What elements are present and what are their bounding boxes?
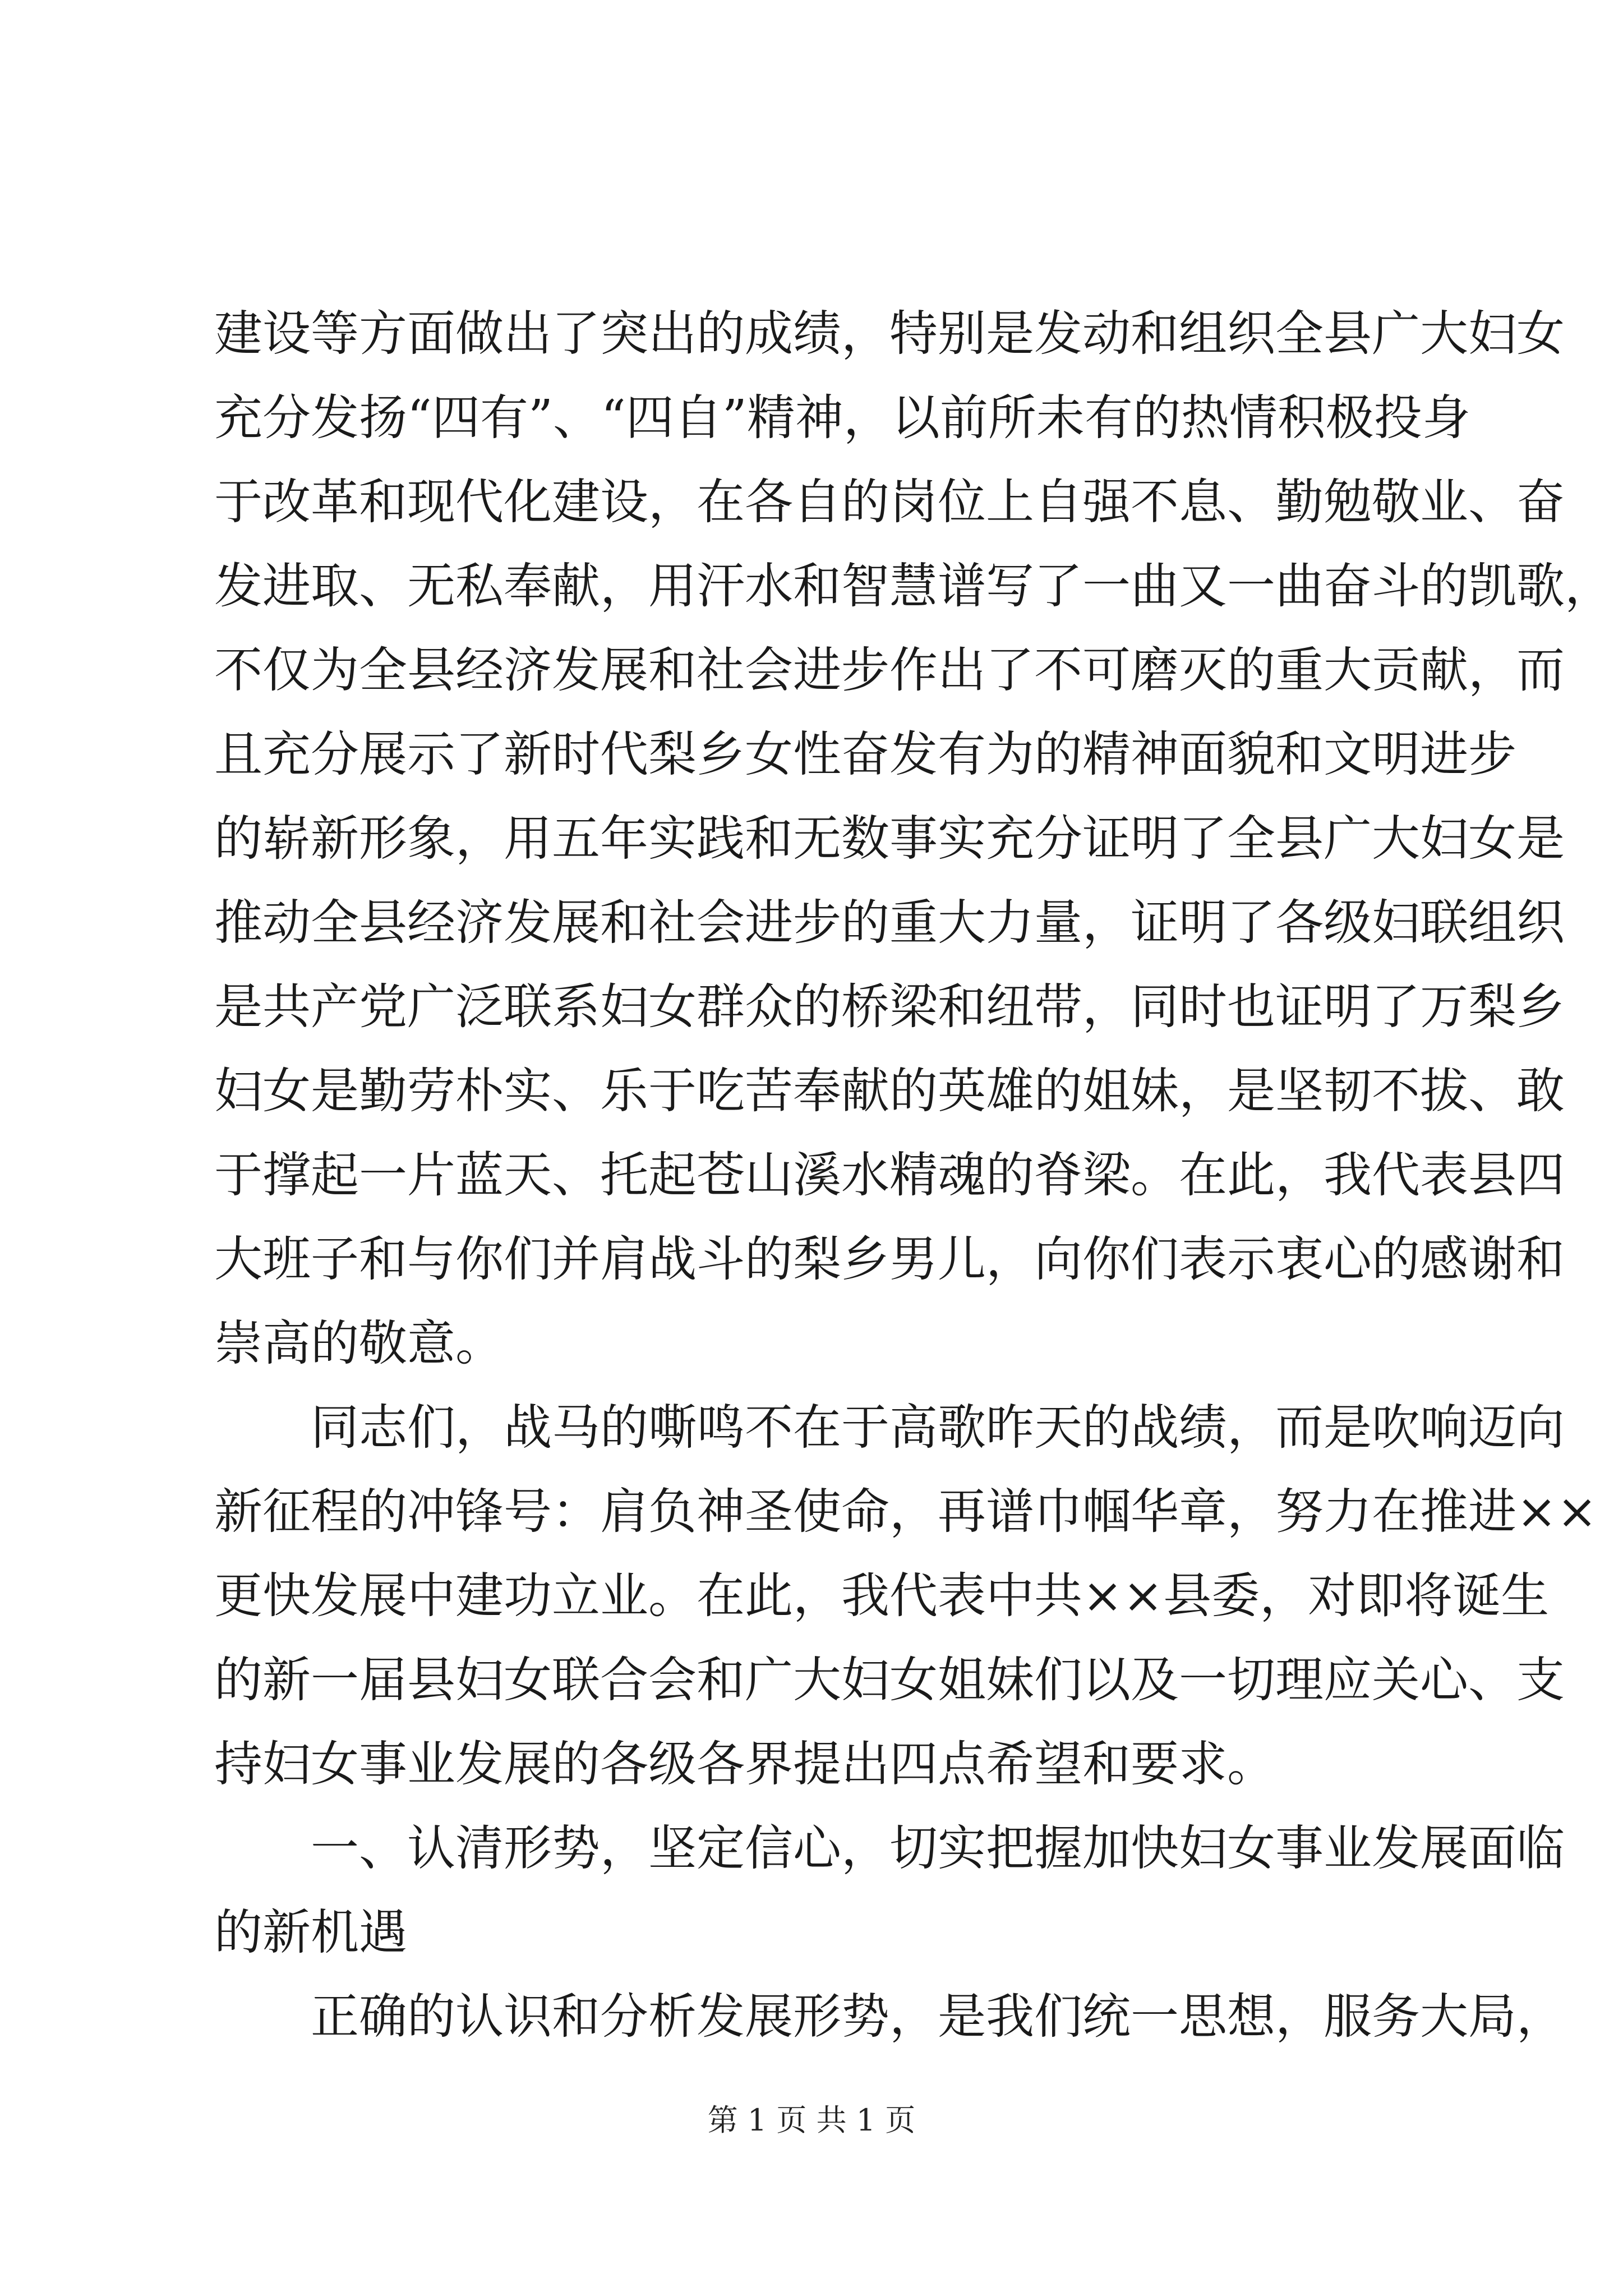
- text-line: 的崭新形象，用五年实践和无数事实充分证明了全县广大妇女是: [214, 811, 1565, 867]
- text-line: 不仅为全县经济发展和社会进步作出了不可磨灭的重大贡献，而: [214, 642, 1565, 698]
- text-line: 更快发展中建功立业。在此，我代表中共××县委，对即将诞生: [214, 1568, 1550, 1624]
- text-line: 崇高的敬意。: [214, 1315, 504, 1372]
- text-line: 推动全县经济发展和社会进步的重大力量，证明了各级妇联组织: [214, 895, 1565, 951]
- document-body: [214, 292, 1613, 2059]
- page-number-footer: 第 1 页 共 1 页: [707, 2102, 916, 2138]
- text-line: 建设等方面做出了突出的成绩，特别是发动和组织全县广大妇女: [214, 306, 1565, 362]
- text-line: 同志们，战马的嘶鸣不在于高歌昨天的战绩，而是吹响迈向: [311, 1400, 1565, 1456]
- text-line: 正确的认识和分析发展形势，是我们统一思想，服务大局，: [311, 1989, 1565, 2045]
- text-line: 发进取、无私奉献，用汗水和智慧谱写了一曲又一曲奋斗的凯歌，: [214, 558, 1613, 614]
- text-line: 且充分展示了新时代梨乡女性奋发有为的精神面貌和文明进步: [214, 726, 1516, 783]
- text-line: 大班子和与你们并肩战斗的梨乡男儿，向你们表示衷心的感谢和: [214, 1231, 1565, 1287]
- section-heading-line: 的新机遇: [214, 1904, 407, 1961]
- text-line: 于改革和现代化建设，在各自的岗位上自强不息、勤勉敬业、奋: [214, 474, 1565, 530]
- text-line: 新征程的冲锋号：肩负神圣使命，再谱巾帼华章，努力在推进××: [214, 1484, 1598, 1540]
- text-line: 的新一届县妇女联合会和广大妇女姐妹们以及一切理应关心、支: [214, 1652, 1565, 1708]
- text-line: 充分发扬“四有”、“四自”精神，以前所未有的热情积极投身: [214, 390, 1470, 446]
- text-line: 是共产党广泛联系妇女群众的桥梁和纽带，同时也证明了万梨乡: [214, 979, 1565, 1035]
- text-line: 于撑起一片蓝天、托起苍山溪水精魂的脊梁。在此，我代表县四: [214, 1147, 1565, 1203]
- text-line: 持妇女事业发展的各级各界提出四点希望和要求。: [214, 1736, 1275, 1792]
- section-heading-line: 一、认清形势，坚定信心，切实把握加快妇女事业发展面临: [311, 1820, 1565, 1876]
- text-line: 妇女是勤劳朴实、乐于吃苦奉献的英雄的姐妹，是坚韧不拔、敢: [214, 1063, 1565, 1119]
